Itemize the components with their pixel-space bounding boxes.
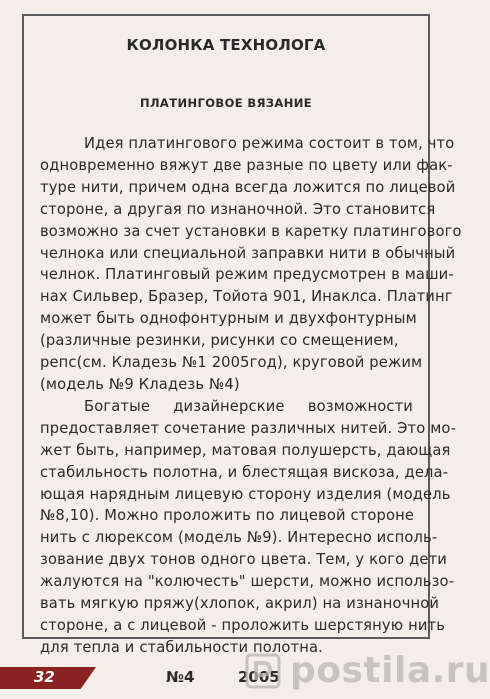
text-line: стабильность полотна, и блестящая вискоза, дела- (40, 463, 449, 481)
text-line: Богатые дизайнерские возможности (84, 397, 413, 415)
article-body (40, 133, 462, 659)
text-line: зование двух тонов одного цвета. Тем, у кого дети (40, 551, 447, 569)
text-line: №8,10). Можно проложить по лицевой стороне (40, 507, 415, 525)
article-frame (22, 14, 462, 656)
text-line: нить с люрексом (модель №9). Интересно исполь- (40, 529, 438, 547)
text-line: (различные резинки, рисунки со смещением, (40, 332, 399, 350)
text-line: может быть однофонтурным и двухфонтурным (40, 310, 417, 328)
text-line: для тепла и стабильности полотна. (40, 638, 323, 656)
text-line: Идея платингового режима состоит в том, что (84, 135, 455, 152)
text-line: одновременно вяжут две разные по цвету или фак- (40, 156, 453, 174)
text-line: (модель №9 Кладезь №4) (40, 375, 240, 393)
column-title: КОЛОНКА ТЕХНОЛОГА (126, 36, 326, 54)
paragraphs (40, 133, 462, 659)
issue-year: 2005 (238, 668, 280, 686)
text-line: репс(см. Кладезь №1 2005год), круговой режим (40, 354, 423, 372)
text-line: нах Сильвер, Бразер, Тойота 901, Инаклса. Платинг (40, 288, 453, 306)
text-line: челнок. Платинговый режим предусмотрен в маши- (40, 266, 454, 284)
issue-number: №4 (166, 668, 195, 686)
text-line: ющая нарядным лицевую сторону изделия (модель (40, 485, 451, 503)
text-line: предоставляет сочетание различных нитей. Это мо- (40, 419, 457, 437)
watermark (246, 650, 490, 696)
text-line: туре нити, причем одна всегда ложится по лицевой (40, 178, 456, 196)
paragraph (40, 396, 457, 659)
text-line: возможно за счет установки в каретку платингового (40, 222, 462, 240)
text-line: челнока или специальной заправки нити в обычный (40, 244, 456, 262)
text-line: вать мягкую пряжу(хлопок, акрил) на изнаночной (40, 595, 440, 613)
text-line: жет быть, например, матовая полушерсть, дающая (40, 441, 451, 459)
text-line: жалуются на "колючесть" шерсти, можно использо- (40, 573, 455, 591)
paragraph (40, 133, 462, 396)
text-line: стороне, а другая по изнаночной. Это становится (40, 200, 436, 218)
text-line: стороне, а с лицевой - проложить шерстяную нить (40, 616, 446, 634)
article-title: ПЛАТИНГОВОЕ ВЯЗАНИЕ (139, 96, 313, 110)
page-number: 32 (34, 668, 55, 686)
postila-logo-icon (246, 654, 280, 688)
watermark-text: postila.ru (290, 650, 490, 691)
